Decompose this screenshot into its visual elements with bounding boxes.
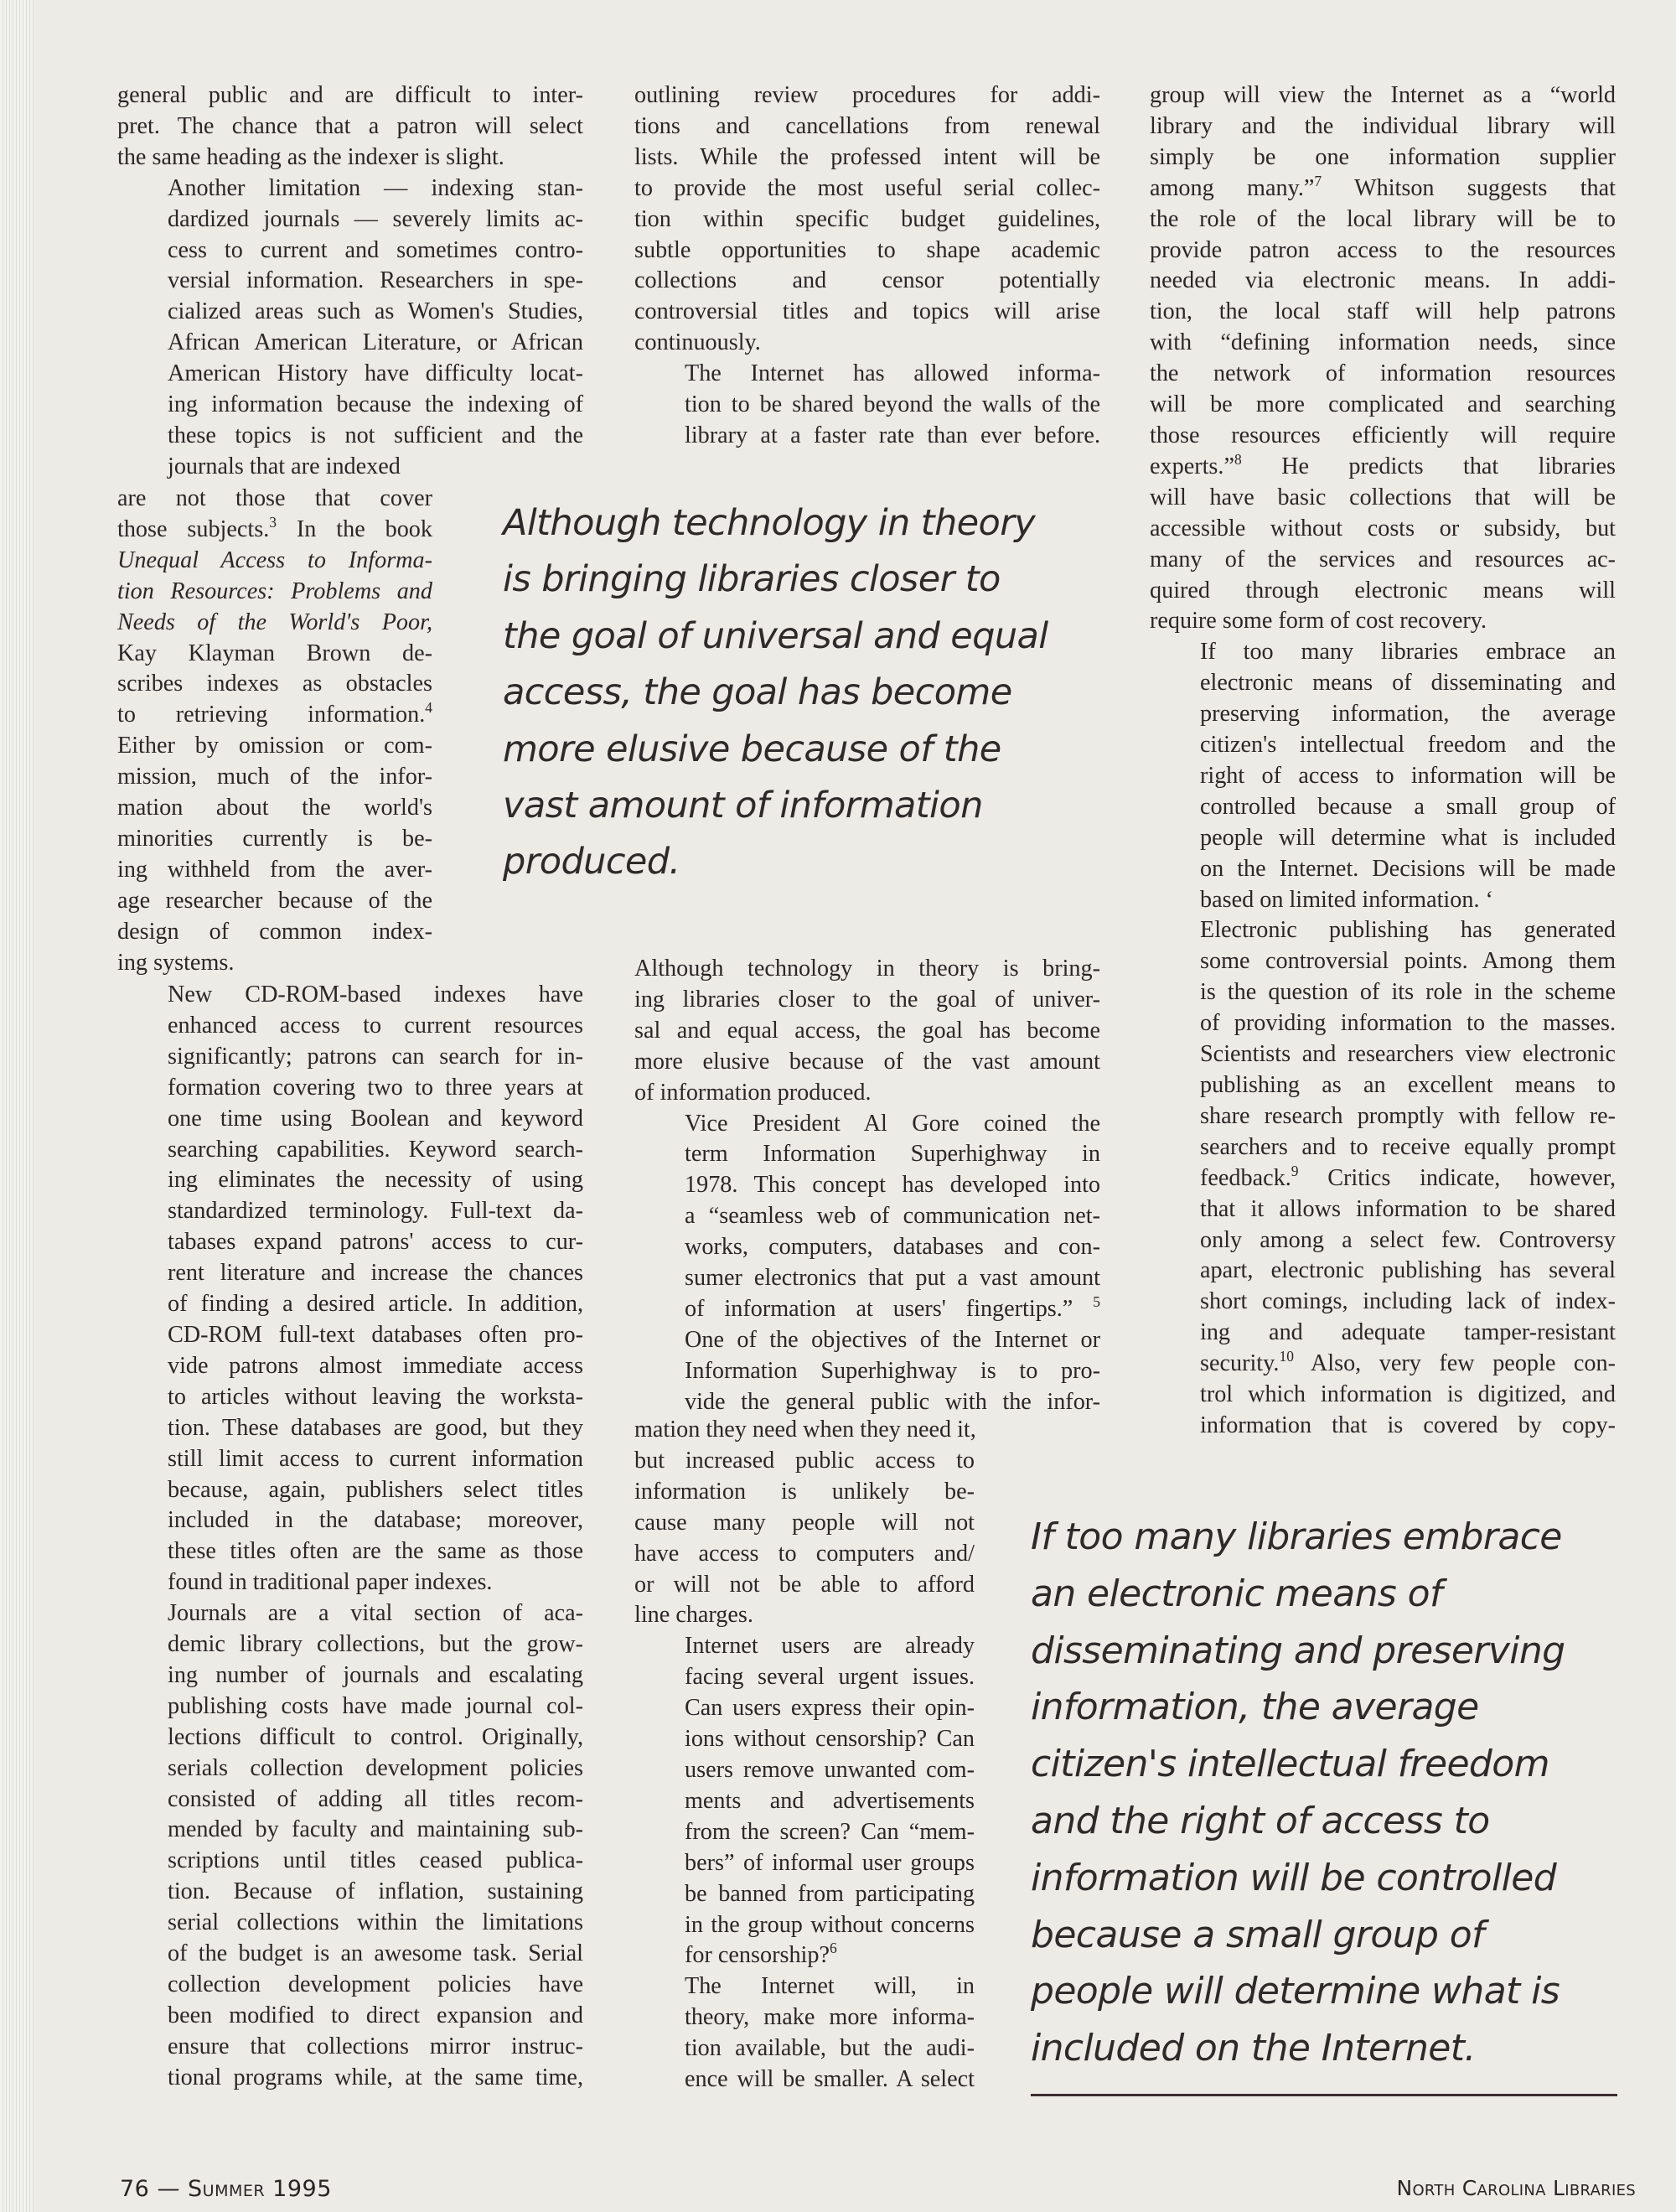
footnote-ref: 3 [269, 514, 277, 531]
book-title: Unequal Access to Informa- [117, 547, 432, 573]
paragraph: group will view the Internet as a “world library and the individual library will simply be one information supplier among many.”$^7$ Whitson suggests that the role of the local library will be to provide patron access to the resources needed via electronic means. In addi- tion, the local staff will help patrons with “defining information needs, since the network of information resources will be more complicated and searching those resources efficiently will require experts.”$^8$ He predicts that libraries will have basic collections that will be accessible without costs or subsidy, but many of the services and resources ac- quired through electronic means will require some form of cost recovery. [1150, 82, 1616, 635]
paragraph: Although technology in theory is bring- ing libraries closer to the goal of univer- sal and equal access, the goal has become more elusive because of the vast amount of information produced. [634, 956, 1100, 1106]
column-3 [1150, 80, 1616, 1442]
issue-date: Summer 1995 [188, 2176, 332, 2202]
column-1-bottom [117, 980, 583, 2094]
paragraph: Vice President Al Gore coined the term Information Superhighway in 1978. This concept has developed into a “seamless web of communication net- works, computers, databases and con- sumer electronics that put a vast amount of information at users' fingertips.” $^5$ One of the objectives of the Internet or Information Superhighway is to pro- vide the general public with the infor- [685, 1110, 1100, 1415]
footnote-ref: 4 [425, 699, 432, 717]
footnote-ref: 5 [1093, 1293, 1100, 1311]
paragraph: The Internet will, in theory, make more informa- tion available, but the audi- ence will be smaller. A select [685, 1973, 975, 2093]
column-2-middle [634, 954, 1100, 1418]
paragraph: outlining review procedures for addi- tions and cancellations from renewal lists. While the professed intent will be to provide the most useful serial collec- tion within specific budget guidelines, subtle opportunities to shape academic collections and censor potentially controversial titles and topics will arise continuously. [634, 82, 1100, 356]
pull-quote-rule-divider [1031, 2094, 1617, 2096]
column-1-narrow [117, 484, 432, 979]
paragraph: general public and are difficult to inter- pret. The chance that a patron will select the same heading as the indexer is slight. [117, 82, 583, 170]
paragraph-continued: mation they need when they need it, but increased public access to information is unlikely be- cause many people will not have access to computers and/ or will not be able to afford line charges. [634, 1417, 976, 1629]
footnote-ref: 9 [1291, 1162, 1299, 1179]
page-footer-folio [120, 2176, 332, 2202]
book-title: tion Resources: Problems and [117, 578, 432, 604]
pull-quote-1: Although technology in theory is bringing libraries closer to the goal of universal and equal access, the goal has become more elusive because of the vast amount of information produced. [503, 502, 1048, 883]
footer-separator: — [157, 2176, 180, 2202]
footnote-ref: 6 [829, 1940, 837, 1957]
page-edge-stack [0, 0, 34, 2212]
paragraph: Journals are a vital section of aca- demic library collections, but the grow- ing number of journals and escalating publishing costs have made journal col- lections difficult to control. Originally, serials collection development policies consisted of adding all titles recom- mended by faculty and maintaining sub- scriptions until titles ceased publica- tion. Because of inflation, sustaining serial collections within the limitations of the budget is an awesome task. Serial collection development policies have been modified to direct expansion and ensure that collections mirror instruc- tional programs while, at the same time, [168, 1600, 583, 2090]
book-title: Needs of the World's Poor, [117, 609, 432, 635]
footnote-ref: 8 [1234, 451, 1242, 469]
paragraph-continued: are not those that cover those subjects.$^3$ In the book Unequal Access to Informa- tion Resources: Problems and Needs of the World's Poor, Kay Klayman Brown de- scribes indexes as obstacles to retrieving information.$^4$ Either by omission or com- mission, much of the infor- mation about the world's minorities currently is be- ing withheld from the aver- age researcher because of the design of common index- ing systems. [117, 485, 432, 976]
footnote-ref: 7 [1314, 172, 1322, 189]
paragraph: New CD-ROM-based indexes have enhanced access to current resources significantly; patrons can search for in- formation covering two to three years at one time using Boolean and keyword searching capabilities. Keyword search- ing eliminates the necessity of using standardized terminology. Full-text da- tabases expand patrons' access to cur- rent literature and increase the chances of finding a desired article. In addition, CD-ROM full-text databases often pro- vide patrons almost immediate access to articles without leaving the worksta- tion. These databases are good, but they still limit access to current information because, again, publishers select titles included in the database; moreover, these titles often are the same as those found in traditional paper indexes. [168, 982, 583, 1596]
column-2-top [634, 80, 1100, 452]
pull-quote-2: If too many libraries embrace an electronic means of disseminating and preserving information, the average citizen's intellectual freedom and the right of access to information will be controlled because a small group of people will determine what is included on the Internet. [1031, 1515, 1565, 2070]
column-1-top [117, 80, 583, 483]
page-number: 76 [120, 2176, 150, 2202]
paragraph: If too many libraries embrace an electronic means of disseminating and preserving information, the average citizen's intellectual freedom and the right of access to information will be controlled because a small group of people will determine what is included on the Internet. Decisions will be made based on limited information. ‘ [1200, 639, 1616, 913]
column-2-narrow [634, 1415, 975, 2095]
paragraph: Another limitation — indexing stan- dardized journals — severely limits ac- cess to current and sometimes contro- versial information. Researchers in spe- cialized areas such as Women's Studies, African American Literature, or African American History have difficulty locat- ing information because the indexing of these topics is not sufficient and the journals that are indexed [168, 174, 583, 479]
paragraph: Internet users are already facing several urgent issues. Can users express their opin- ions without censorship? Can users remove unwanted com- ments and advertisements from the screen? Can “mem- bers” of informal user groups be banned from participating in the group without concerns for censorship?$^6$ [685, 1633, 975, 1969]
paragraph: Electronic publishing has generated some controversial points. Among them is the question of its role in the scheme of providing information to the masses. Scientists and researchers view electronic publishing as an excellent means to share research promptly with fellow re- searchers and to receive equally prompt feedback.$^9$ Critics indicate, however, that it allows information to be shared only among a select few. Controversy apart, electronic publishing has several short comings, including lack of index- ing and adequate tamper-resistant security.$^{10}$ Also, very few people con- trol which information is digitized, and information that is covered by copy- [1200, 917, 1616, 1438]
footnote-ref: 10 [1279, 1348, 1294, 1365]
paragraph: The Internet has allowed informa- tion to be shared beyond the walls of the library at a faster rate than ever before. [685, 360, 1100, 448]
journal-title: North Carolina Libraries [1396, 2176, 1636, 2200]
